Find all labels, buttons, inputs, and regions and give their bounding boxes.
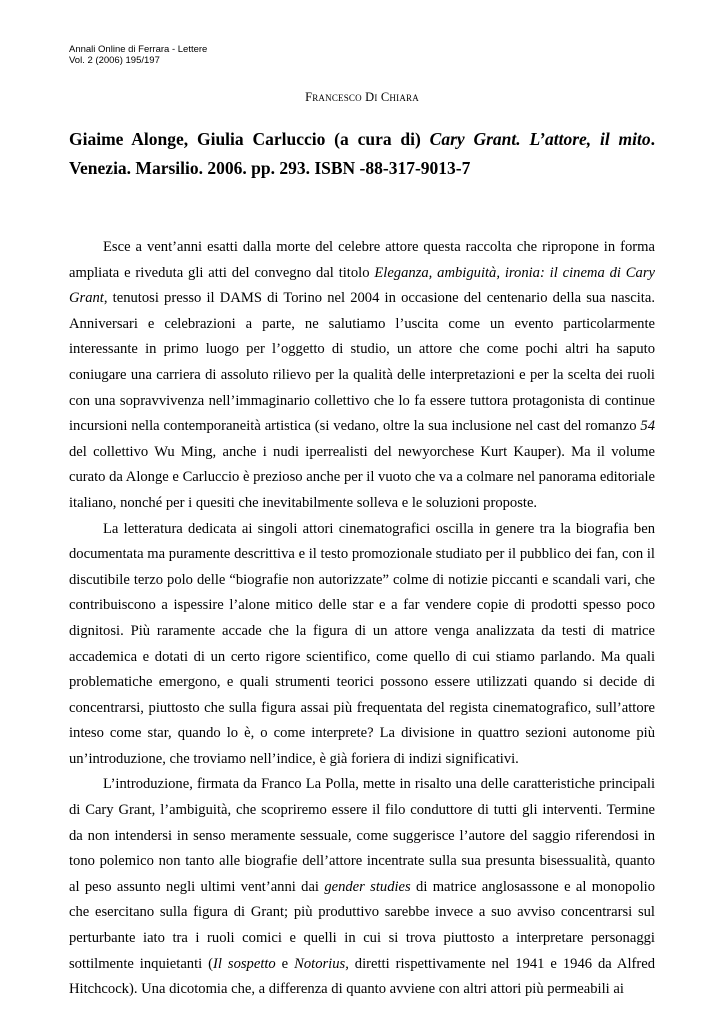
text-run: Esce a vent’anni esatti dalla morte del celebre attore questa raccolta che ripropone in forma ampliata e riveduta gli atti del convegno dal titolo — [69, 239, 655, 281]
paragraph-2: La letteratura dedicata ai singoli attori cinematografici oscilla in genere tra la biografia ben documentata ma puramente descrittiva e il testo promozionale studiato per il pubblico dei fan, con il discutibile terzo polo delle “biografie non autorizzate” colme di notizie piccanti e scandali vari, che contribuiscono a ispessire l’alone mitico delle star e a far vendere copie di prodotti spesso poco dignitosi. Più raramente accade che la figura di un attore venga analizzata da testi di matrice accademica e dotati di un certo rigore scientifico, come quello di cui stiamo parlando. Ma quali problematiche emergono, e quali strumenti teorici possono essere utilizzati quando si decide di concentrarsi, piuttosto che sulla figura assai più frequentata del regista cinematografico, sull’attore inteso come star, quando lo è, o come interprete? La divisione in quattro sezioni autonome più un’introduzione, che troviamo nell’indice, è già foriera di indizi significativi. — [69, 520, 655, 767]
journal-name: Annali Online di Ferrara - Lettere — [69, 44, 208, 55]
conference-title: Eleganza, ambiguità, ironia: il cinema di Cary Grant — [69, 264, 655, 307]
novel-title: 54 — [640, 418, 655, 435]
text-run: , diretti rispettivamente nel 1941 e 1946 da Alfred Hitchcock). Una dicotomia che, a differenza di quanto avviene con altri attori più permeabili ai — [69, 955, 655, 998]
text-run: , tenutosi presso il DAMS di Torino nel 2004 in occasione del centenario della sua nascita. Anniversari e celebrazioni a parte, ne salutiamo l’uscita come un evento particolarmente interessante in primo luogo per l’oggetto di studio, un attore che come pochi altri ha saputo coniugare una carriera di assoluto rilievo per la qualità delle interpretazioni e per la scelta dei ruoli con una sopravvivenza nell’immaginario collettivo che lo fa essere tuttora protagonista di continue incursioni nella contemporaneità artistica (si vedano, oltre la sua inclusione nel cast del romanzo — [69, 290, 655, 435]
film-title: Il sospetto — [213, 955, 276, 972]
italic-term: gender studies — [324, 878, 411, 895]
publication-info: . Venezia. Marsilio. 2006. pp. 293. ISBN -88-317-9013-7 — [69, 129, 655, 178]
film-title: Notorius — [294, 955, 346, 972]
text-run: L’introduzione, firmata da Franco La Polla, mette in risalto una delle caratteristiche principali di Cary Grant, l’ambiguità, che scopriremo essere il filo conduttore di tutti gli interventi. Termine da non intendersi in senso meramente sessuale, come suggerisce l’autore del saggio riferendosi in tono polemico non tanto alle biografie dell’attore incentrate sulla sua presunta bisessualità, quanto al peso assunto negli ultimi vent’anni dai — [69, 776, 655, 895]
text-run: e — [275, 955, 295, 972]
volume-info: Vol. 2 (2006) 195/197 — [69, 55, 160, 66]
text-run: del collettivo Wu Ming, anche i nudi iperrealisti del newyorchese Kurt Kauper). Ma il volume curato da Alonge e Carluccio è prezioso anche per il vuoto che va a colmare nel panorama editoriale italiano, nonché per i quesiti che inevitabilmente solleva e le soluzioni proposte. — [69, 443, 655, 511]
book-title: Cary Grant. L’attore, il mito — [429, 129, 651, 149]
paragraph-3 — [69, 772, 655, 1002]
text-run: di matrice anglosassone e al monopolio che esercitano sulla figura di Grant; più produttivo sarebbe invece a suo avviso concentrarsi sul perturbante iato tra i ruoli comici e quelli in cui si trova piuttosto a interpretare personaggi sottilmente inquietanti ( — [69, 878, 655, 972]
paragraph-1 — [69, 235, 655, 517]
running-header — [69, 44, 207, 66]
review-body — [69, 235, 655, 1003]
review-title — [69, 125, 655, 183]
author-name: Francesco Di Chiara — [305, 90, 419, 104]
book-editors: Giaime Alonge, Giulia Carluccio (a cura di) — [69, 129, 421, 149]
